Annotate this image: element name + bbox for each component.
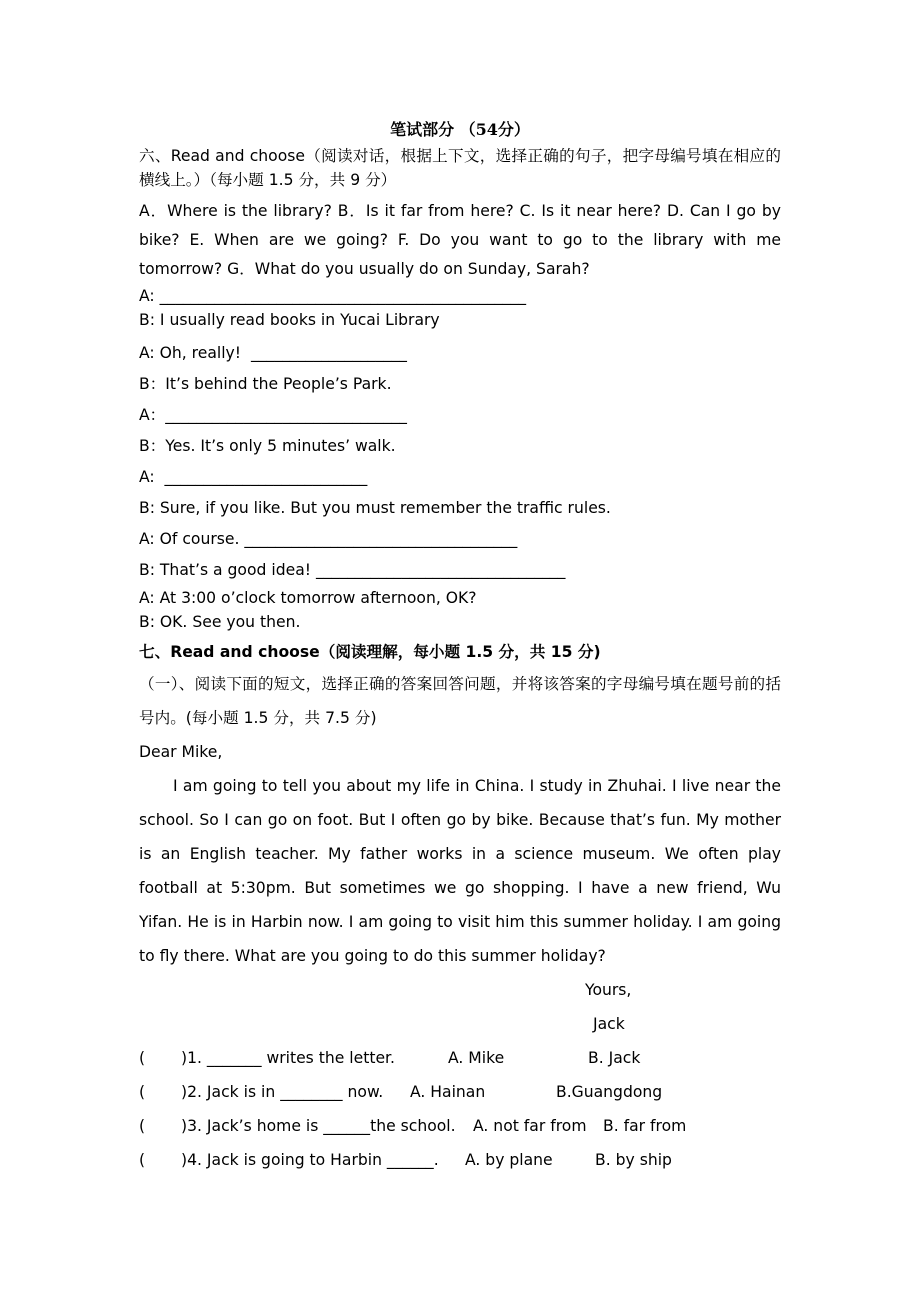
- dialogue-line: B: That’s a good idea! ________________________________: [139, 561, 566, 579]
- question-text: )3. Jack’s home is ______the school.: [181, 1117, 456, 1135]
- option-a: A. by plane: [465, 1151, 553, 1169]
- question-text: )1. _______ writes the letter.: [181, 1049, 395, 1067]
- letter-text: I am going to tell you about my life in China. I study in Zhuhai. I live near the school. So I can go on foot. But I often go by bike. Because that’s fun. My mother is an English teacher. My father works in a science museum. We often play football at 5:30pm. But sometimes we go shopping. I have a new friend, Wu Yifan. He is in Harbin now. I am going to visit him this summer holiday. I am going to fly there. What are you going to do this summer holiday?: [139, 777, 781, 965]
- question-row: [139, 1143, 781, 1177]
- question-row: [139, 1075, 781, 1109]
- answer-paren[interactable]: (: [139, 1151, 146, 1169]
- question-row: [139, 1109, 781, 1143]
- dialogue-line: B：It’s behind the People’s Park.: [139, 375, 392, 393]
- section7-part1-instruction: （一）、阅读下面的短文，选择正确的答案回答问题，并将该答案的字母编号填在题号前的括号内。(每小题 1.5 分，共 7.5 分): [139, 675, 781, 727]
- dialogue-line: A：_______________________________: [139, 406, 407, 424]
- page-title: 笔试部分 （54分）: [390, 120, 530, 139]
- letter-signature: Jack: [593, 1015, 625, 1033]
- dialogue: [139, 284, 781, 634]
- option-b: B. Jack: [588, 1049, 641, 1067]
- dialogue-line: A: __________________________: [139, 468, 368, 486]
- option-b: B.Guangdong: [556, 1083, 663, 1101]
- answer-paren[interactable]: (: [139, 1049, 146, 1067]
- dialogue-line: A: _______________________________________________: [139, 287, 527, 305]
- dialogue-line: B: OK. See you then.: [139, 613, 301, 631]
- letter-closing: Yours,: [585, 981, 632, 999]
- option-a: A. Mike: [448, 1049, 505, 1067]
- question-row: [139, 1041, 781, 1075]
- question-text: )2. Jack is in ________ now.: [181, 1083, 384, 1101]
- letter-body: [139, 769, 781, 973]
- option-a: A. Hainan: [410, 1083, 486, 1101]
- section6-options: A．Where is the library? B．Is it far from here? C. Is it near here? D. Can I go by bike? E. When are we going? F. Do you want to go to the library with me tomorrow? G．What do you usually do on Sunday, Sarah?: [139, 202, 781, 278]
- dialogue-line: A: Of course. ___________________________________: [139, 530, 518, 548]
- dialogue-line: A: At 3:00 o’clock tomorrow afternoon, OK?: [139, 589, 477, 607]
- dialogue-line: B: Sure, if you like. But you must remember the traffic rules.: [139, 499, 611, 517]
- dialogue-line: B: I usually read books in Yucai Library: [139, 311, 440, 329]
- answer-paren[interactable]: (: [139, 1117, 146, 1135]
- question-text: )4. Jack is going to Harbin ______.: [181, 1151, 439, 1169]
- section6-heading: 六、Read and choose（阅读对话，根据上下文，选择正确的句子，把字母编号填在相应的横线上。）（每小题 1.5 分，共 9 分）: [139, 147, 781, 189]
- option-a: A. not far from: [473, 1117, 587, 1135]
- answer-paren[interactable]: (: [139, 1083, 146, 1101]
- dialogue-line: A: Oh, really! ____________________: [139, 344, 407, 362]
- option-b: B. far from: [603, 1117, 687, 1135]
- option-b: B. by ship: [595, 1151, 672, 1169]
- dialogue-line: B：Yes. It’s only 5 minutes’ walk.: [139, 437, 396, 455]
- section7-heading: 七、Read and choose（阅读理解，每小题 1.5 分，共 15 分): [139, 643, 601, 661]
- letter-greeting: Dear Mike,: [139, 743, 223, 761]
